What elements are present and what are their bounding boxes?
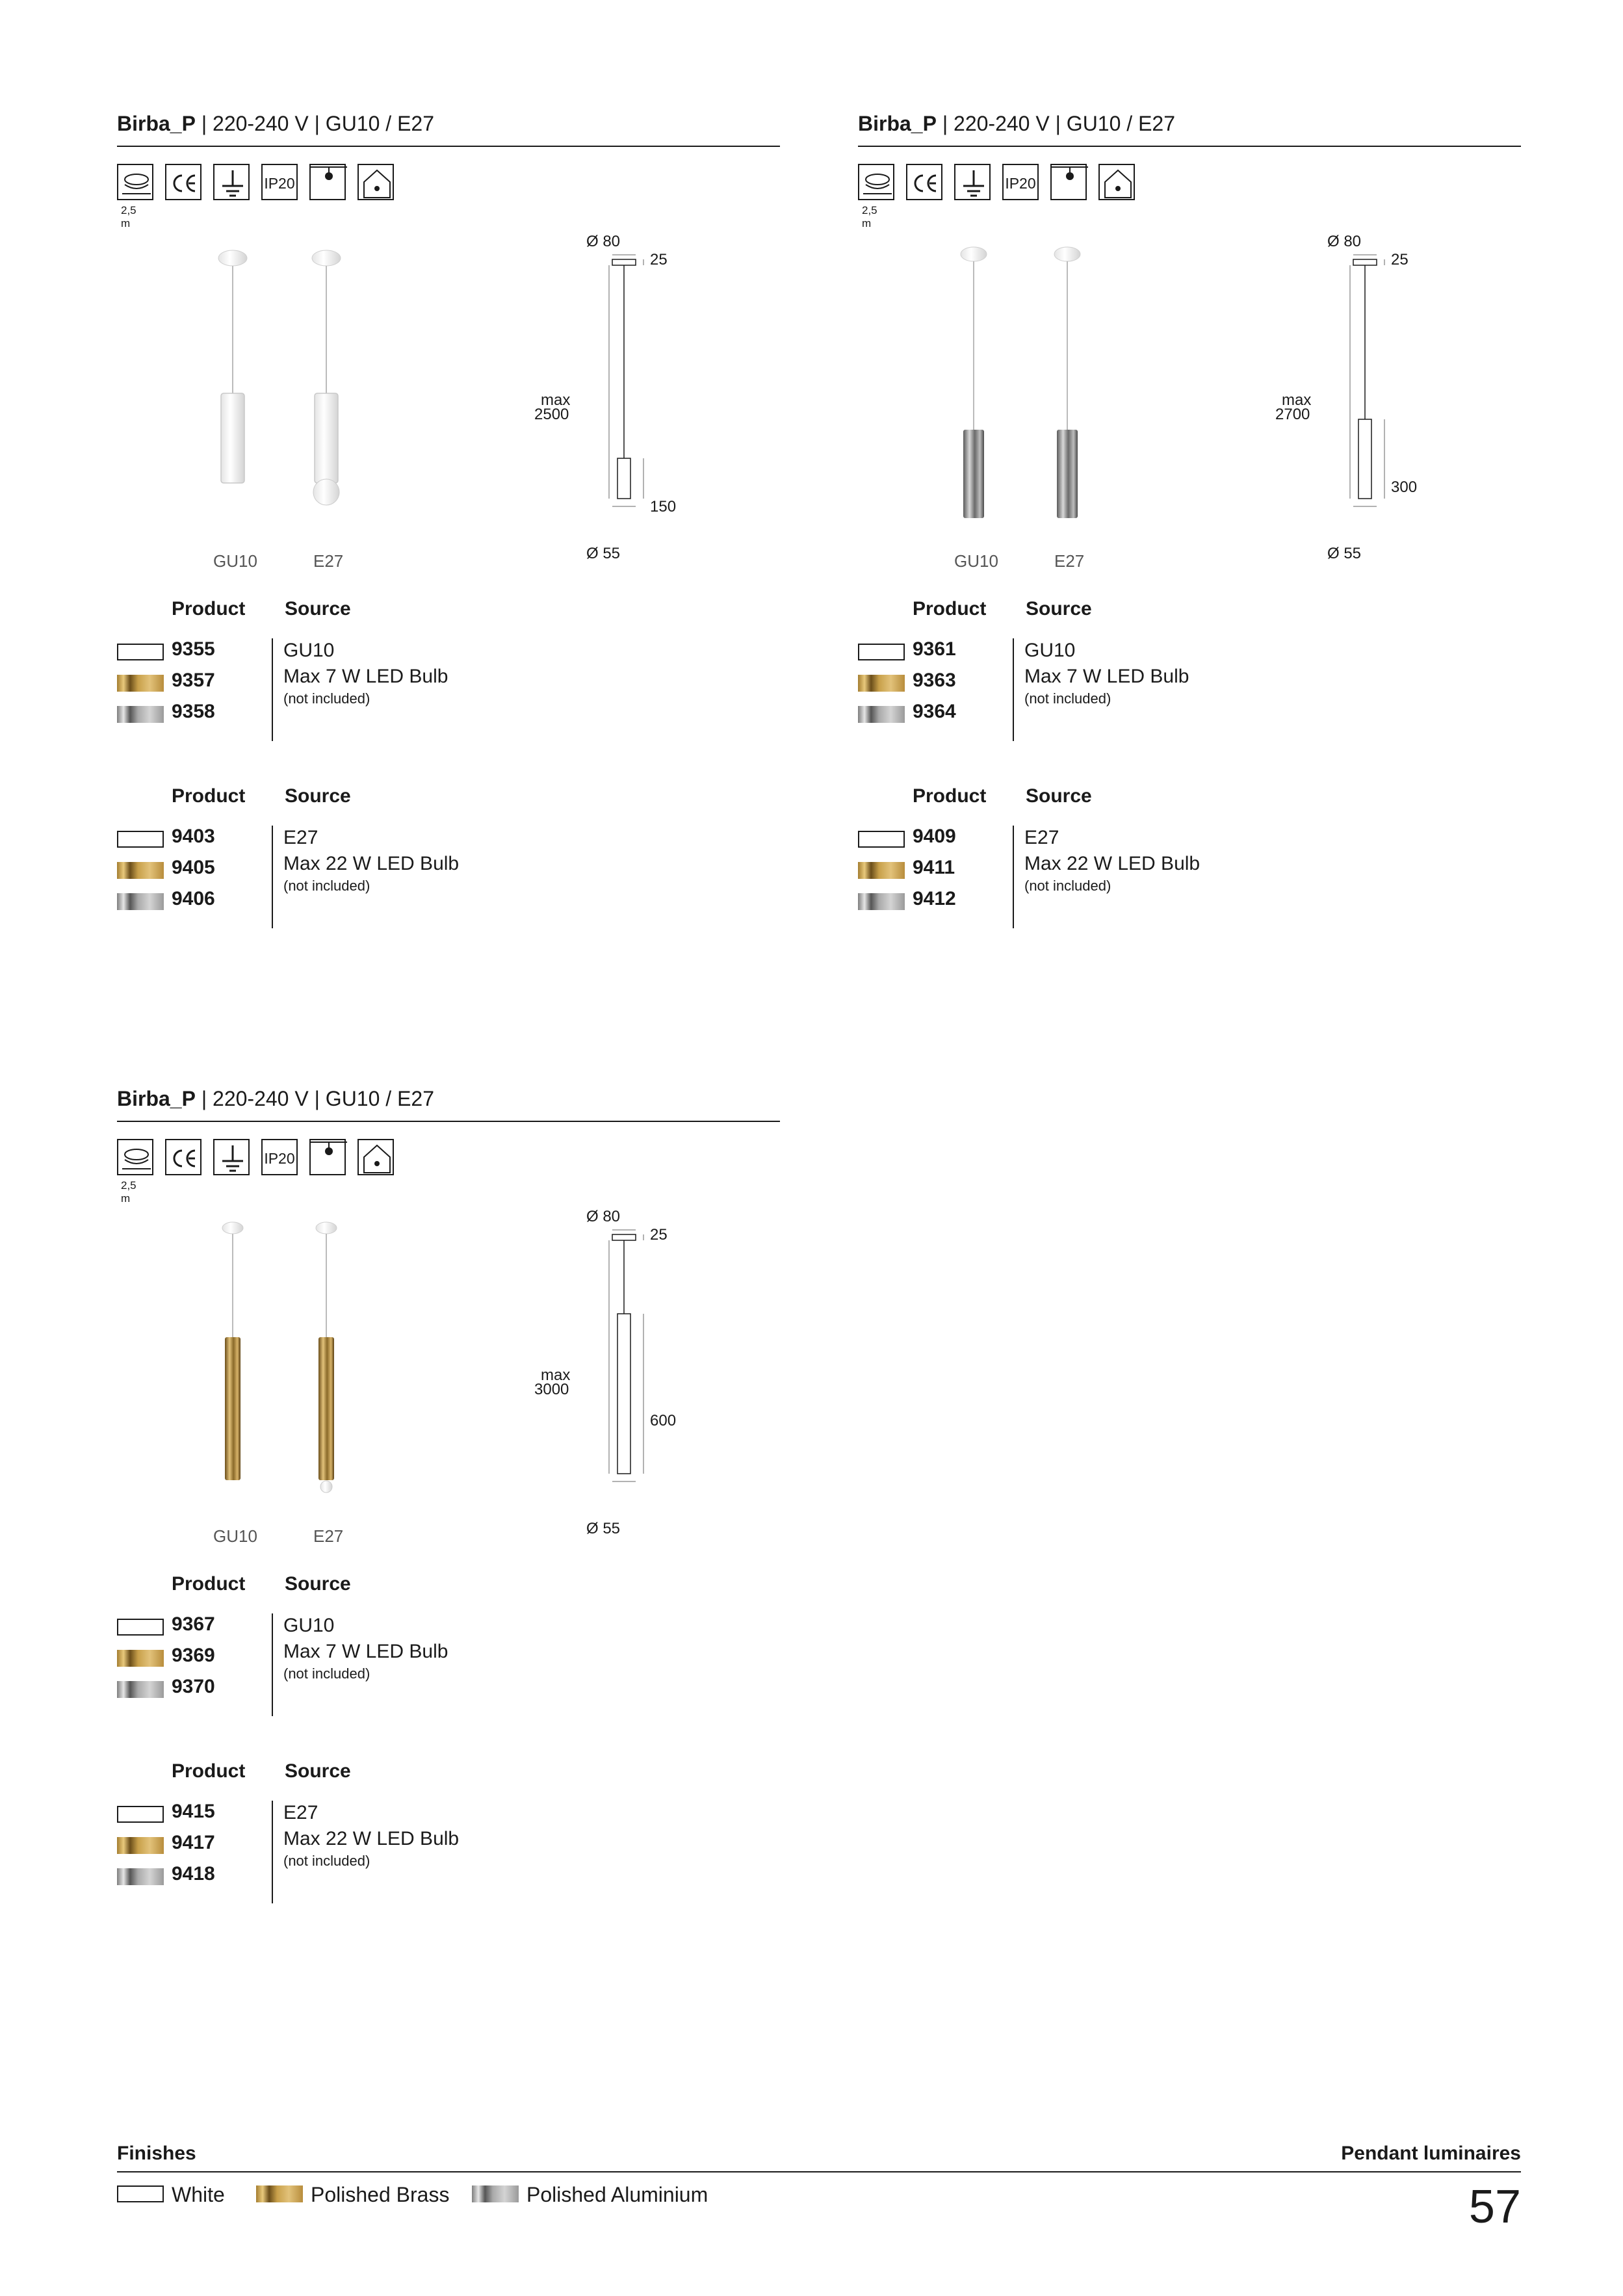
swatch-aluminium xyxy=(117,1681,164,1698)
dim-canopy-height: 25 xyxy=(650,251,668,268)
header-product: Product xyxy=(172,785,246,807)
illustration-label-e27: E27 xyxy=(313,1526,344,1546)
cable-length-icon xyxy=(117,1139,153,1175)
illustration-label-gu10: GU10 xyxy=(213,551,257,571)
header-source: Source xyxy=(285,598,351,620)
product-title: Birba_P | 220-240 V | GU10 / E27 xyxy=(117,112,434,135)
dim-body-height: 300 xyxy=(1391,478,1418,496)
dim-diameter-top: Ø 80 xyxy=(586,233,621,250)
dim-max-label: max xyxy=(541,1366,571,1384)
header-product: Product xyxy=(913,598,987,620)
page-number: 57 xyxy=(1468,2181,1521,2233)
source-type: E27 xyxy=(1024,827,1059,848)
product-code: 9369 xyxy=(172,1645,215,1666)
pendant-suspension-icon xyxy=(309,1139,346,1175)
ce-mark-icon xyxy=(165,164,201,200)
page-footer xyxy=(117,2143,1521,2273)
source-note: (not included) xyxy=(283,878,370,894)
product-code: 9355 xyxy=(172,638,215,660)
product-code: 9357 xyxy=(172,670,215,691)
source-type: E27 xyxy=(283,827,318,848)
source-power: Max 22 W LED Bulb xyxy=(283,1828,460,1849)
dim-canopy-height: 25 xyxy=(1391,251,1409,268)
swatch-white xyxy=(117,1806,164,1823)
swatch-brass xyxy=(858,862,905,879)
product-title: Birba_P | 220-240 V | GU10 / E27 xyxy=(858,112,1175,135)
source-power: Max 7 W LED Bulb xyxy=(1024,666,1189,687)
pendant-suspension-icon xyxy=(1050,164,1087,200)
title-rule xyxy=(117,146,780,147)
illustration-label-e27: E27 xyxy=(313,551,344,571)
dim-max-label: max xyxy=(541,391,571,409)
earth-ground-icon xyxy=(954,164,991,200)
source-power: Max 22 W LED Bulb xyxy=(1024,853,1201,874)
source-power: Max 7 W LED Bulb xyxy=(283,666,448,687)
category-label: Pendant luminaires xyxy=(1341,2143,1521,2164)
cable-length-label: 2,5 m xyxy=(121,1179,136,1205)
pendant-suspension-icon xyxy=(309,164,346,200)
dim-diameter-bottom: Ø 55 xyxy=(586,1520,621,1537)
product-block-3 xyxy=(117,1087,780,1885)
cable-length-label: 2,5 m xyxy=(121,204,136,229)
dim-diameter-top: Ø 80 xyxy=(586,1208,621,1225)
cable-length-icon xyxy=(858,164,894,200)
source-type: GU10 xyxy=(283,640,335,661)
footer-rule xyxy=(117,2171,1521,2172)
ce-mark-icon xyxy=(906,164,942,200)
finishes-heading: Finishes xyxy=(117,2143,196,2164)
swatch-brass xyxy=(117,675,164,692)
header-source: Source xyxy=(1026,598,1092,620)
indoor-use-icon xyxy=(1098,164,1135,200)
ce-mark-icon xyxy=(165,1139,201,1175)
swatch-aluminium xyxy=(472,2185,519,2202)
source-power: Max 7 W LED Bulb xyxy=(283,1641,448,1662)
product-code: 9418 xyxy=(172,1863,215,1885)
source-note: (not included) xyxy=(283,1853,370,1869)
product-code: 9361 xyxy=(913,638,956,660)
ip20-rating-icon: IP20 xyxy=(1002,164,1039,200)
product-code: 9358 xyxy=(172,701,215,722)
swatch-brass xyxy=(117,1650,164,1667)
product-illustration xyxy=(208,1220,357,1493)
dim-diameter-bottom: Ø 55 xyxy=(586,545,621,562)
ip20-rating-icon: IP20 xyxy=(261,164,298,200)
swatch-brass xyxy=(858,675,905,692)
swatch-white xyxy=(117,1619,164,1636)
dim-canopy-height: 25 xyxy=(650,1226,668,1244)
table-divider xyxy=(1013,638,1014,741)
cable-length-label: 2,5 m xyxy=(862,204,877,229)
dim-max-length: 3000 xyxy=(534,1381,569,1398)
source-note: (not included) xyxy=(1024,878,1111,894)
source-type: GU10 xyxy=(1024,640,1076,661)
table-divider xyxy=(1013,826,1014,928)
illustration-label-gu10: GU10 xyxy=(954,551,998,571)
table-divider xyxy=(272,638,273,741)
header-product: Product xyxy=(172,1760,246,1782)
swatch-white xyxy=(117,831,164,848)
header-source: Source xyxy=(285,1760,351,1782)
swatch-aluminium xyxy=(858,893,905,910)
swatch-white xyxy=(117,644,164,660)
product-code: 9367 xyxy=(172,1613,215,1635)
source-power: Max 22 W LED Bulb xyxy=(283,853,460,874)
finish-label: Polished Brass xyxy=(311,2183,450,2206)
header-source: Source xyxy=(285,1573,351,1595)
product-illustration xyxy=(949,245,1098,518)
dim-body-height: 600 xyxy=(650,1412,677,1429)
product-code: 9417 xyxy=(172,1832,215,1853)
product-code: 9409 xyxy=(913,826,956,847)
source-note: (not included) xyxy=(1024,690,1111,707)
earth-ground-icon xyxy=(213,164,250,200)
ip20-rating-icon: IP20 xyxy=(261,1139,298,1175)
product-code: 9364 xyxy=(913,701,956,722)
product-block-1 xyxy=(117,112,780,909)
indoor-use-icon xyxy=(357,164,394,200)
dim-max-label: max xyxy=(1282,391,1312,409)
swatch-brass xyxy=(117,862,164,879)
dim-diameter-top: Ø 80 xyxy=(1327,233,1362,250)
source-note: (not included) xyxy=(283,690,370,707)
swatch-aluminium xyxy=(858,706,905,723)
earth-ground-icon xyxy=(213,1139,250,1175)
product-code: 9403 xyxy=(172,826,215,847)
product-title: Birba_P | 220-240 V | GU10 / E27 xyxy=(117,1087,434,1110)
cable-length-icon xyxy=(117,164,153,200)
swatch-white xyxy=(117,2185,164,2202)
header-source: Source xyxy=(285,785,351,807)
finish-label: White xyxy=(172,2183,225,2206)
title-rule xyxy=(858,146,1521,147)
product-code: 9405 xyxy=(172,857,215,878)
table-divider xyxy=(272,1613,273,1716)
swatch-aluminium xyxy=(117,706,164,723)
source-type: GU10 xyxy=(283,1615,335,1636)
product-code: 9411 xyxy=(913,857,955,878)
swatch-brass xyxy=(117,1837,164,1854)
illustration-label-e27: E27 xyxy=(1054,551,1085,571)
illustration-label-gu10: GU10 xyxy=(213,1526,257,1546)
swatch-white xyxy=(858,644,905,660)
product-code: 9363 xyxy=(913,670,956,691)
source-note: (not included) xyxy=(283,1665,370,1682)
swatch-brass xyxy=(256,2185,303,2202)
product-block-2 xyxy=(858,112,1521,909)
header-product: Product xyxy=(172,598,246,620)
header-product: Product xyxy=(172,1573,246,1595)
product-code: 9406 xyxy=(172,888,215,909)
header-product: Product xyxy=(913,785,987,807)
header-source: Source xyxy=(1026,785,1092,807)
title-rule xyxy=(117,1121,780,1122)
table-divider xyxy=(272,826,273,928)
swatch-aluminium xyxy=(117,1868,164,1885)
product-code: 9370 xyxy=(172,1676,215,1697)
indoor-use-icon xyxy=(357,1139,394,1175)
swatch-white xyxy=(858,831,905,848)
table-divider xyxy=(272,1801,273,1903)
product-illustration xyxy=(208,245,357,518)
dim-max-length: 2500 xyxy=(534,406,569,423)
product-code: 9412 xyxy=(913,888,956,909)
dim-diameter-bottom: Ø 55 xyxy=(1327,545,1362,562)
dim-max-length: 2700 xyxy=(1275,406,1310,423)
product-code: 9415 xyxy=(172,1801,215,1822)
swatch-aluminium xyxy=(117,893,164,910)
dim-body-height: 150 xyxy=(650,498,677,515)
source-type: E27 xyxy=(283,1802,318,1823)
finish-label: Polished Aluminium xyxy=(526,2183,708,2206)
